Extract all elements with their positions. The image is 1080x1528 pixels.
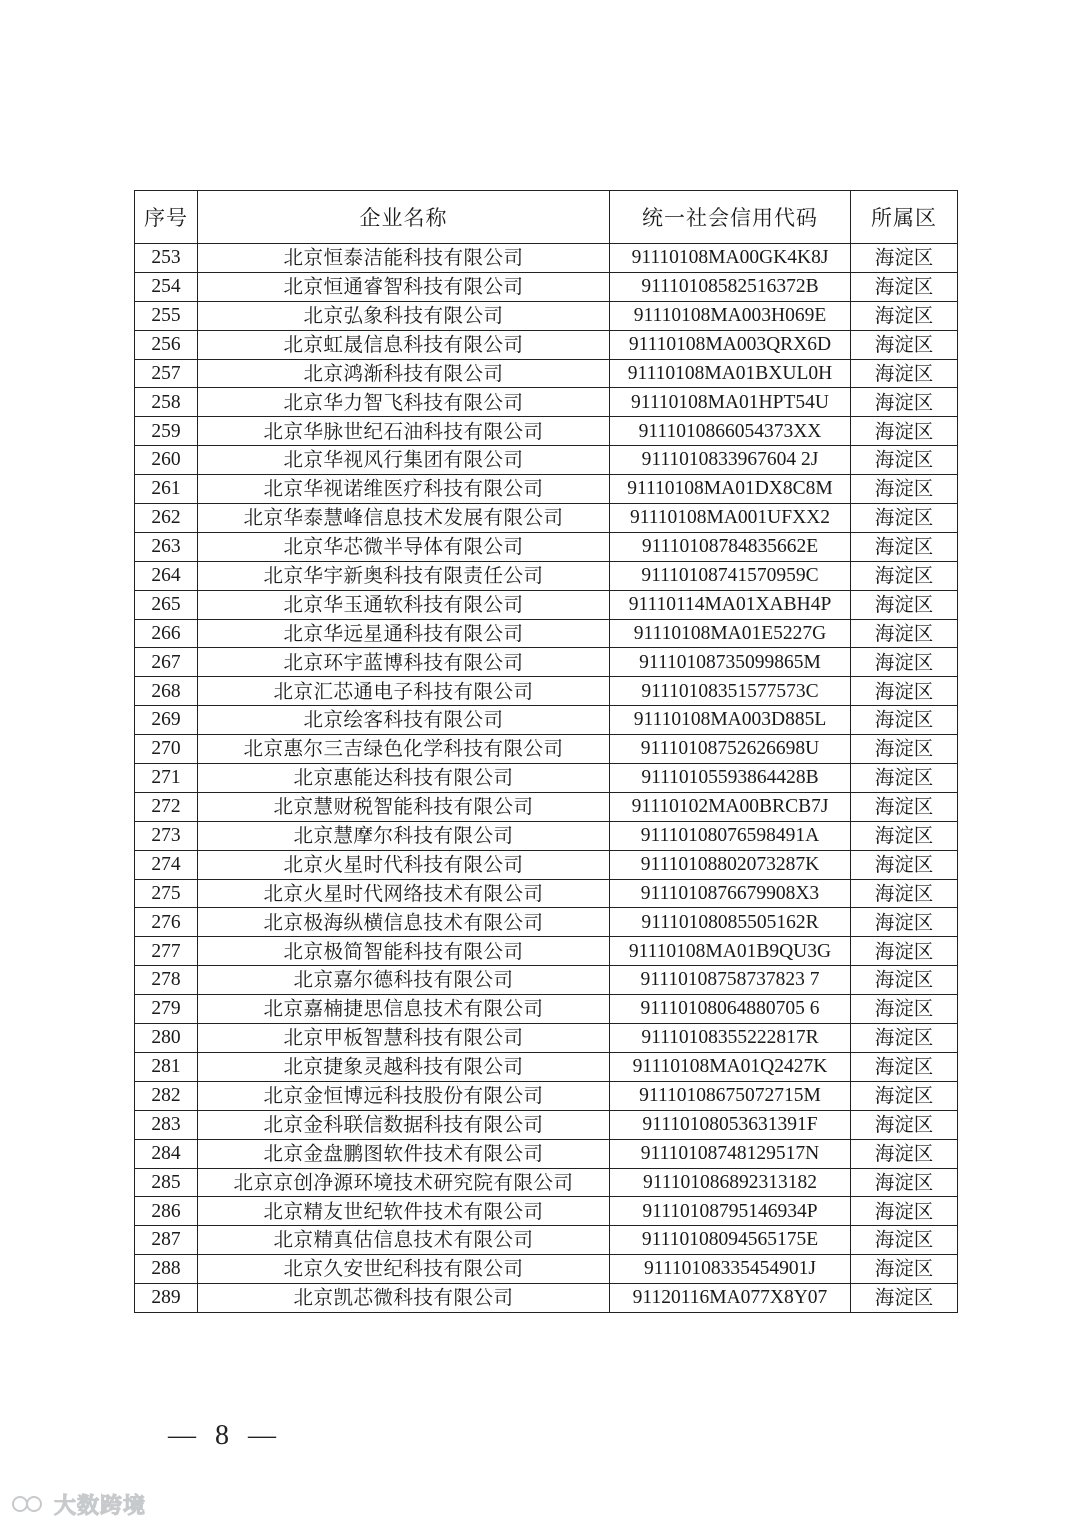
cell-credit-code: 91110108MA01E5227G: [610, 619, 851, 648]
cell-seq: 258: [135, 388, 198, 417]
cell-district: 海淀区: [851, 619, 958, 648]
cell-company-name: 北京火星时代科技有限公司: [198, 850, 610, 879]
cell-company-name: 北京弘象科技有限公司: [198, 301, 610, 330]
cell-credit-code: 91110102MA00BRCB7J: [610, 792, 851, 821]
table-row: [135, 1024, 958, 1053]
cell-seq: 279: [135, 995, 198, 1024]
cell-credit-code: 91110108MA01BXUL0H: [610, 359, 851, 388]
cell-district: 海淀区: [851, 1081, 958, 1110]
cell-credit-code: 91110108582516372B: [610, 272, 851, 301]
cell-credit-code: 91110105593864428B: [610, 764, 851, 793]
table-row: [135, 1197, 958, 1226]
cell-company-name: 北京华力智飞科技有限公司: [198, 388, 610, 417]
cell-district: 海淀区: [851, 1052, 958, 1081]
table-row: [135, 244, 958, 273]
table-row: [135, 735, 958, 764]
cell-company-name: 北京华宇新奥科技有限责任公司: [198, 561, 610, 590]
cell-company-name: 北京华泰慧峰信息技术发展有限公司: [198, 504, 610, 533]
cell-seq: 267: [135, 648, 198, 677]
cell-district: 海淀区: [851, 648, 958, 677]
cell-seq: 274: [135, 850, 198, 879]
cell-company-name: 北京嘉楠捷思信息技术有限公司: [198, 995, 610, 1024]
table-row: [135, 1139, 958, 1168]
cell-credit-code: 91110108675072715M: [610, 1081, 851, 1110]
table-row: [135, 388, 958, 417]
table-row: [135, 821, 958, 850]
cell-district: 海淀区: [851, 561, 958, 590]
watermark-text: 大数跨境: [54, 1493, 147, 1519]
cell-company-name: 北京恒通睿智科技有限公司: [198, 272, 610, 301]
cell-credit-code: 91110108MA003H069E: [610, 301, 851, 330]
watermark: [8, 1486, 146, 1522]
cell-seq: 275: [135, 879, 198, 908]
table-row: [135, 359, 958, 388]
cell-seq: 254: [135, 272, 198, 301]
cell-district: 海淀区: [851, 908, 958, 937]
cell-seq: 281: [135, 1052, 198, 1081]
cell-company-name: 北京绘客科技有限公司: [198, 706, 610, 735]
table-row: [135, 619, 958, 648]
cell-company-name: 北京鸿渐科技有限公司: [198, 359, 610, 388]
cell-seq: 265: [135, 590, 198, 619]
cell-district: 海淀区: [851, 446, 958, 475]
cell-seq: 266: [135, 619, 198, 648]
cell-district: 海淀区: [851, 417, 958, 446]
cell-seq: 269: [135, 706, 198, 735]
table-row: [135, 706, 958, 735]
cell-credit-code: 91110108MA01Q2427K: [610, 1052, 851, 1081]
table-row: [135, 417, 958, 446]
cell-credit-code: 91110108335454901J: [610, 1255, 851, 1284]
cell-company-name: 北京慧财税智能科技有限公司: [198, 792, 610, 821]
brand-logo-icon: [8, 1492, 48, 1516]
cell-credit-code: 91110108741570959C: [610, 561, 851, 590]
cell-credit-code: 91110108MA003D885L: [610, 706, 851, 735]
cell-seq: 263: [135, 532, 198, 561]
cell-seq: 285: [135, 1168, 198, 1197]
table-row: [135, 1110, 958, 1139]
table-row: [135, 504, 958, 533]
cell-district: 海淀区: [851, 1255, 958, 1284]
cell-district: 海淀区: [851, 532, 958, 561]
table-row: [135, 995, 958, 1024]
table-row: [135, 1081, 958, 1110]
cell-district: 海淀区: [851, 301, 958, 330]
cell-credit-code: 91110108795146934P: [610, 1197, 851, 1226]
table-row: [135, 272, 958, 301]
cell-credit-code: 9111010833967604 2J: [610, 446, 851, 475]
cell-seq: 255: [135, 301, 198, 330]
cell-district: 海淀区: [851, 590, 958, 619]
cell-credit-code: 91110108802073287K: [610, 850, 851, 879]
cell-company-name: 北京华视风行集团有限公司: [198, 446, 610, 475]
cell-district: 海淀区: [851, 1024, 958, 1053]
cell-district: 海淀区: [851, 475, 958, 504]
cell-company-name: 北京嘉尔德科技有限公司: [198, 966, 610, 995]
cell-district: 海淀区: [851, 504, 958, 533]
cell-credit-code: 91110108351577573C: [610, 677, 851, 706]
cell-company-name: 北京惠能达科技有限公司: [198, 764, 610, 793]
cell-company-name: 北京甲板智慧科技有限公司: [198, 1024, 610, 1053]
cell-seq: 262: [135, 504, 198, 533]
cell-district: 海淀区: [851, 1110, 958, 1139]
cell-credit-code: 91110108758737823 7: [610, 966, 851, 995]
table-header: [135, 191, 958, 244]
cell-credit-code: 91110108355222817R: [610, 1024, 851, 1053]
table-row: [135, 792, 958, 821]
cell-seq: 277: [135, 937, 198, 966]
header-name: 企业名称: [198, 191, 610, 244]
cell-district: 海淀区: [851, 821, 958, 850]
cell-district: 海淀区: [851, 1226, 958, 1255]
table-row: [135, 561, 958, 590]
cell-company-name: 北京环宇蓝博科技有限公司: [198, 648, 610, 677]
cell-seq: 259: [135, 417, 198, 446]
cell-company-name: 北京华玉通软科技有限公司: [198, 590, 610, 619]
table-row: [135, 1284, 958, 1313]
cell-credit-code: 91110108MA01B9QU3G: [610, 937, 851, 966]
cell-credit-code: 9111010876679908X3: [610, 879, 851, 908]
cell-district: 海淀区: [851, 706, 958, 735]
cell-district: 海淀区: [851, 735, 958, 764]
cell-district: 海淀区: [851, 879, 958, 908]
cell-seq: 261: [135, 475, 198, 504]
cell-seq: 282: [135, 1081, 198, 1110]
cell-district: 海淀区: [851, 330, 958, 359]
cell-seq: 264: [135, 561, 198, 590]
cell-seq: 268: [135, 677, 198, 706]
table-row: [135, 677, 958, 706]
cell-seq: 287: [135, 1226, 198, 1255]
header-seq: 序号: [135, 191, 198, 244]
cell-company-name: 北京金盘鹏图软件技术有限公司: [198, 1139, 610, 1168]
cell-seq: 260: [135, 446, 198, 475]
cell-seq: 288: [135, 1255, 198, 1284]
cell-company-name: 北京华远星通科技有限公司: [198, 619, 610, 648]
cell-credit-code: 91110108MA001UFXX2: [610, 504, 851, 533]
cell-district: 海淀区: [851, 272, 958, 301]
cell-company-name: 北京恒泰洁能科技有限公司: [198, 244, 610, 273]
page-number: — 8 —: [168, 1420, 282, 1451]
cell-credit-code: 91110108735099865M: [610, 648, 851, 677]
cell-company-name: 北京精真估信息技术有限公司: [198, 1226, 610, 1255]
table-row: [135, 1255, 958, 1284]
cell-district: 海淀区: [851, 1139, 958, 1168]
header-code: 统一社会信用代码: [610, 191, 851, 244]
cell-company-name: 北京极海纵横信息技术有限公司: [198, 908, 610, 937]
cell-district: 海淀区: [851, 1168, 958, 1197]
cell-district: 海淀区: [851, 966, 958, 995]
cell-credit-code: 91110108752626698U: [610, 735, 851, 764]
cell-credit-code: 91110108053631391F: [610, 1110, 851, 1139]
cell-district: 海淀区: [851, 244, 958, 273]
table-row: [135, 1226, 958, 1255]
cell-credit-code: 91110108MA00GK4K8J: [610, 244, 851, 273]
table-row: [135, 590, 958, 619]
table-row: [135, 1168, 958, 1197]
cell-company-name: 北京极简智能科技有限公司: [198, 937, 610, 966]
cell-seq: 272: [135, 792, 198, 821]
cell-credit-code: 9111010866054373XX: [610, 417, 851, 446]
cell-company-name: 北京华芯微半导体有限公司: [198, 532, 610, 561]
table-row: [135, 764, 958, 793]
cell-company-name: 北京久安世纪科技有限公司: [198, 1255, 610, 1284]
table-row: [135, 532, 958, 561]
table-row: [135, 330, 958, 359]
cell-company-name: 北京华视诺维医疗科技有限公司: [198, 475, 610, 504]
table-row: [135, 475, 958, 504]
cell-credit-code: 91110108748129517N: [610, 1139, 851, 1168]
cell-seq: 253: [135, 244, 198, 273]
header-row: [135, 191, 958, 244]
cell-credit-code: 91110108MA01DX8C8M: [610, 475, 851, 504]
table-row: [135, 850, 958, 879]
table-row: [135, 966, 958, 995]
cell-seq: 283: [135, 1110, 198, 1139]
cell-credit-code: 91110108064880705 6: [610, 995, 851, 1024]
cell-district: 海淀区: [851, 388, 958, 417]
cell-seq: 289: [135, 1284, 198, 1313]
cell-credit-code: 91110108784835662E: [610, 532, 851, 561]
cell-district: 海淀区: [851, 995, 958, 1024]
cell-credit-code: 91110108094565175E: [610, 1226, 851, 1255]
cell-credit-code: 91110114MA01XABH4P: [610, 590, 851, 619]
table-row: [135, 301, 958, 330]
cell-district: 海淀区: [851, 1197, 958, 1226]
table-row: [135, 937, 958, 966]
cell-seq: 280: [135, 1024, 198, 1053]
cell-company-name: 北京凯芯微科技有限公司: [198, 1284, 610, 1313]
cell-seq: 286: [135, 1197, 198, 1226]
header-district: 所属区: [851, 191, 958, 244]
table-row: [135, 1052, 958, 1081]
cell-district: 海淀区: [851, 937, 958, 966]
cell-credit-code: 91110108085505162R: [610, 908, 851, 937]
cell-seq: 256: [135, 330, 198, 359]
cell-seq: 278: [135, 966, 198, 995]
cell-company-name: 北京金科联信数据科技有限公司: [198, 1110, 610, 1139]
cell-company-name: 北京金恒博远科技股份有限公司: [198, 1081, 610, 1110]
cell-district: 海淀区: [851, 359, 958, 388]
cell-district: 海淀区: [851, 764, 958, 793]
cell-company-name: 北京惠尔三吉绿色化学科技有限公司: [198, 735, 610, 764]
cell-seq: 257: [135, 359, 198, 388]
cell-district: 海淀区: [851, 850, 958, 879]
cell-company-name: 北京精友世纪软件技术有限公司: [198, 1197, 610, 1226]
cell-company-name: 北京华脉世纪石油科技有限公司: [198, 417, 610, 446]
cell-seq: 271: [135, 764, 198, 793]
cell-company-name: 北京火星时代网络技术有限公司: [198, 879, 610, 908]
cell-company-name: 北京捷象灵越科技有限公司: [198, 1052, 610, 1081]
table-row: [135, 879, 958, 908]
cell-district: 海淀区: [851, 1284, 958, 1313]
cell-seq: 276: [135, 908, 198, 937]
cell-company-name: 北京汇芯通电子科技有限公司: [198, 677, 610, 706]
table-row: [135, 908, 958, 937]
cell-seq: 273: [135, 821, 198, 850]
cell-district: 海淀区: [851, 677, 958, 706]
cell-seq: 284: [135, 1139, 198, 1168]
cell-district: 海淀区: [851, 792, 958, 821]
cell-credit-code: 91110108076598491A: [610, 821, 851, 850]
cell-company-name: 北京虹晟信息科技有限公司: [198, 330, 610, 359]
table-body: [135, 244, 958, 1313]
cell-credit-code: 91110108MA003QRX6D: [610, 330, 851, 359]
cell-company-name: 北京京创净源环境技术研究院有限公司: [198, 1168, 610, 1197]
cell-credit-code: 911101086892313182: [610, 1168, 851, 1197]
cell-company-name: 北京慧摩尔科技有限公司: [198, 821, 610, 850]
cell-credit-code: 91110108MA01HPT54U: [610, 388, 851, 417]
cell-credit-code: 91120116MA077X8Y07: [610, 1284, 851, 1313]
table-row: [135, 446, 958, 475]
cell-seq: 270: [135, 735, 198, 764]
table-row: [135, 648, 958, 677]
enterprise-table: [134, 190, 958, 1313]
